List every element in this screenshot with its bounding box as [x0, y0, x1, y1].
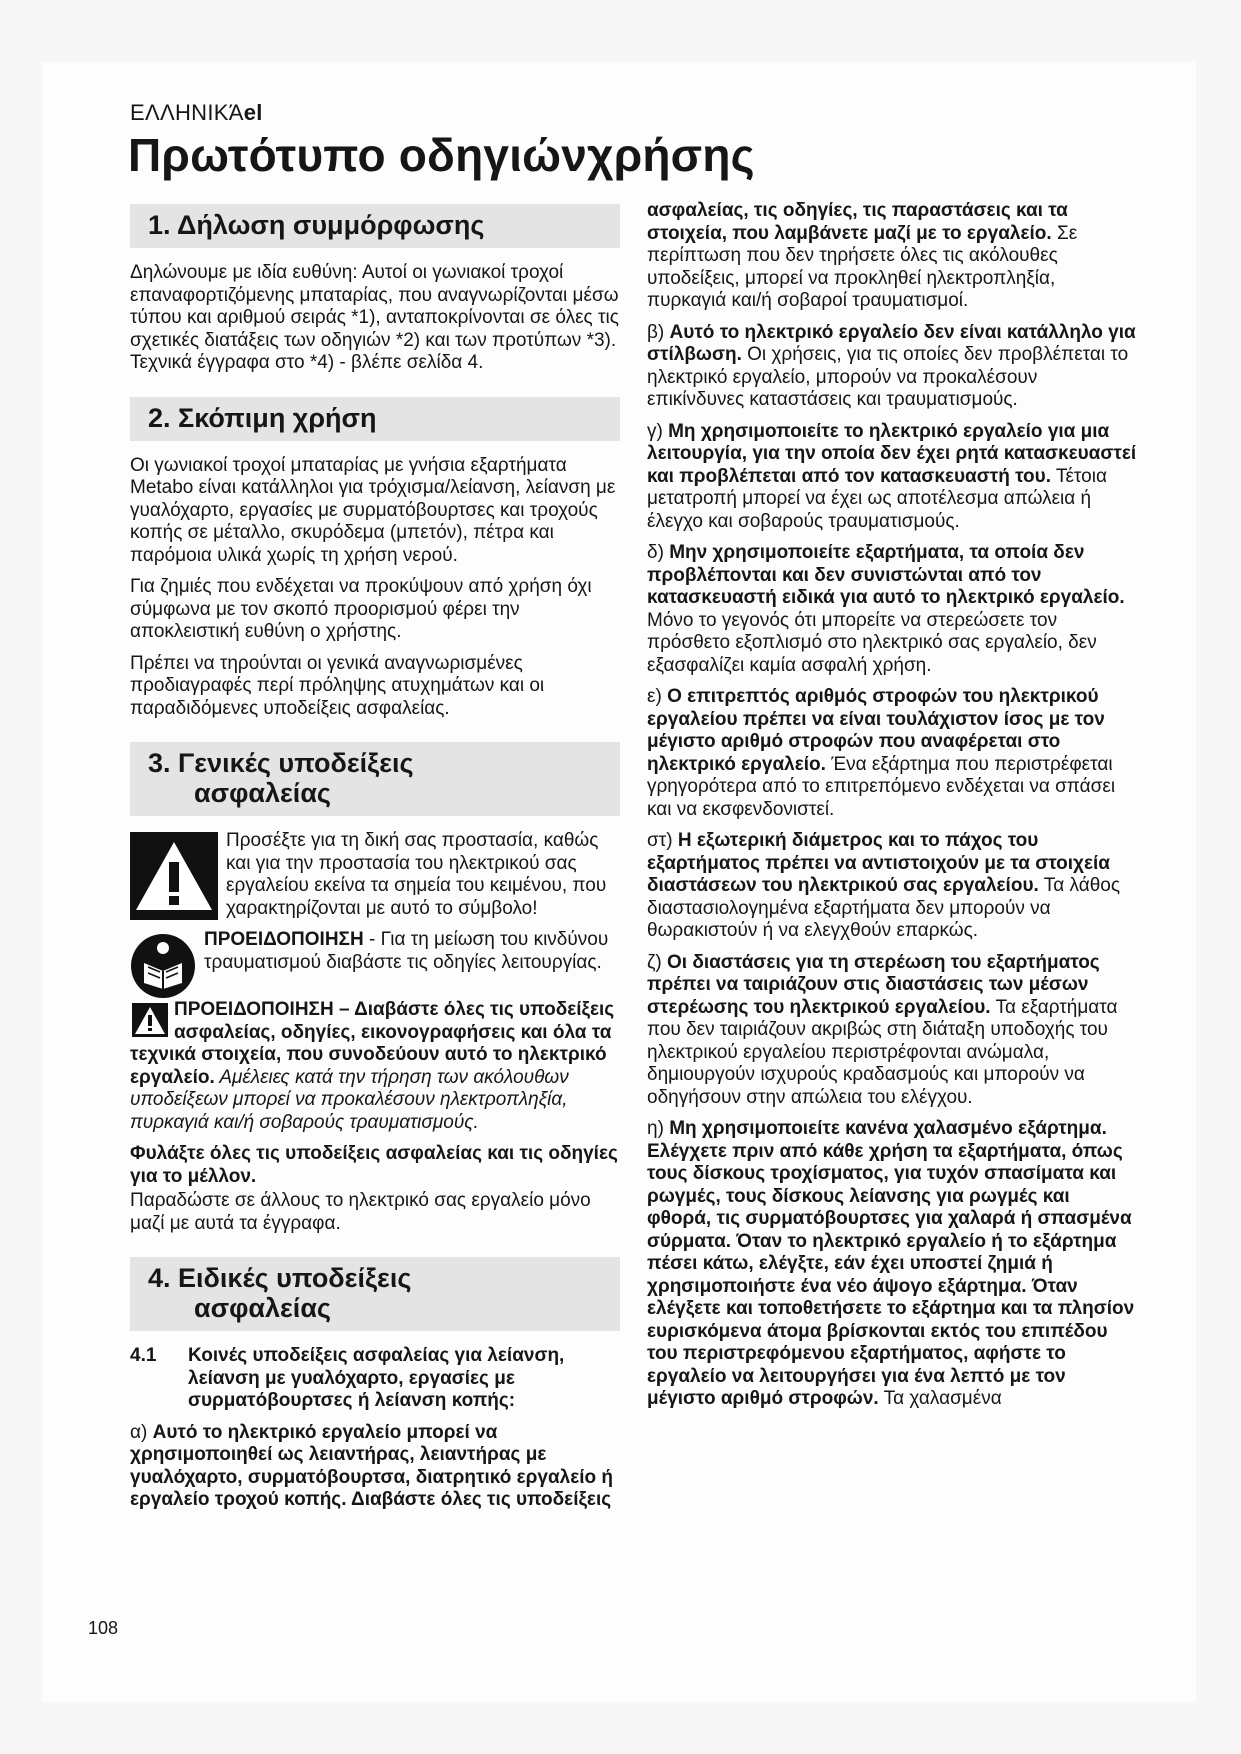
warning-read-all-block — [130, 999, 620, 1134]
document-title: Πρωτότυπο οδηγιώνχρήσης — [128, 129, 755, 181]
warning-read-manual-block — [130, 929, 620, 974]
page-number: 108 — [88, 1618, 119, 1638]
subsection-4-1-heading: 4.1 Κοινές υποδείξεις ασφαλείας για λείανση, λείανση με γυαλόχαρτο, εργασίες με συρματόβουρτσες ή λείανση κοπής: — [130, 1345, 565, 1411]
section-3-heading: 3. Γενικές υποδείξεις ασφαλείας — [130, 742, 620, 816]
item-g-text: ζ) Οι διαστάσεις για τη στερέωση του εξαρτήματος πρέπει να ταιριάζουν στις διαστάσεις των μέσων στερέωσης του ηλεκτρικού εργαλείου. Τα εξαρτήματα που δεν ταιριάζουν ακριβώς στη διάταξη υποδοχής του ηλεκτρικού εργαλείου περιστρέφονται ανώμαλα, δημιουργούν ισχυρούς κραδασμούς και μπορούν να οδηγήσουν στην απώλεια του ελέγχου. — [647, 951, 1118, 1108]
section-4-heading: 4. Ειδικές υποδείξεις ασφαλείας — [130, 1257, 620, 1331]
small-warning-icon — [132, 1003, 168, 1037]
section-2-paragraph-2: Για ζημιές που ενδέχεται να προκύψουν από χρήση όχι σύμφωνα με τον σκοπό προορισμού φέρει την αποκλειστική ευθύνη ο χρήστης. — [130, 576, 592, 642]
attention-text: Προσέξτε για τη δική σας προστασία, καθώς και για την προστασία του ηλεκτρικού σας εργαλείου εκείνα τα σημεία του κειμένου, που χαρακτηρίζονται με αυτό το σύμβολο! — [226, 830, 607, 919]
section-1-text: Δηλώνουμε με ιδία ευθύνη: Αυτοί οι γωνιακοί τροχοί επαναφορτιζόμενης μπαταρίας, που αναγνωρίζονται μέσω τύπου και αριθμού σειράς *1), ανταποκρίνονται σε όλες τις σχετικές διατάξεις των οδηγιών *2) και των προτύπων *3). Τεχνικά έγγραφα στο *4) - βλέπε σελίδα 4. — [130, 262, 619, 373]
section-2-paragraph-3: Πρέπει να τηρούνται οι γενικά αναγνωρισμένες προδιαγραφές περί πρόληψης ατυχημάτων και οι παραδιδόμενες υποδείξεις ασφαλείας. — [130, 652, 545, 719]
warning-read-all-text: ΠΡΟΕΙΔΟΠΟΙΗΣΗ – Διαβάστε όλες τις υποδείξεις ασφαλείας, οδηγίες, εικονογραφήσεις και όλα τα τεχνικά στοιχεία, που συνοδεύουν αυτό το ηλεκτρικό εργαλείο. Αμέλειες κατά την τήρηση των ακόλουθων υποδείξεων μπορεί να προκαλέσουν ηλεκτροπληξία, πυρκαγιά και/ή σοβαρούς τραυματισμούς. — [130, 999, 615, 1133]
section-2-heading: 2. Σκόπιμη χρήση — [130, 397, 620, 441]
item-f-text: στ) Η εξωτερική διάμετρος και το πάχος του εξαρτήματος πρέπει να αντιστοιχούν με τα στοιχεία διαστάσεων του ηλεκτρικού σας εργαλείου. Τα λάθος διαστασιολογημένα εξαρτήματα δεν μπορούν να θωρακιστούν ή να ελεγχθούν επαρκώς. — [647, 830, 1121, 941]
item-c-text: γ) Μη χρησιμοποιείτε το ηλεκτρικό εργαλείο για μια λειτουργία, για την οποία δεν έχει ρητά κατασκευαστεί και προβλέπεται από τον κατασκευαστή του. Τέτοια μετατροπή μπορεί να έχει ως αποτέλεσμα απώλεια ή έλεγχο και σοβαρούς τραυματισμούς. — [647, 420, 1137, 532]
section-2-paragraph-1: Οι γωνιακοί τροχοί μπαταρίας με γνήσια εξαρτήματα Metabo είναι κατάλληλοι για τρόχισμα/λείανση, λείανση με γυαλόχαρτο, εργασίες με συρματόβουρτσες και τροχούς κοπής σε μέταλλο, σκυρόδεμα (μπετόν), πέτρα και παρόμοια υλικά χωρίς τη χρήση νερού. — [130, 454, 616, 566]
item-h-text: η) Μη χρησιμοποιείτε κανένα χαλασμένο εξάρτημα. Ελέγχετε πριν από κάθε χρήση τα εξαρτήματα, όπως τους δίσκους τροχίσματος, για τυχόν σπασίματα και ρωγμές, τους δίσκους λείανσης για ρωγμές και φθορά, τις συρματόβουρτσες για χαλαρά ή σπασμένα σύρματα. Όταν το ηλεκτρικό εργαλείο ή το εξάρτημα πέσει κάτω, ελέγξτε, εάν έχει υποστεί ζημιά ή χρησιμοποιήστε ένα νέο άψογο εξάρτημα. Όταν ελέγξετε και τοποθετήσετε το εξάρτημα και τα πλησίον ευρισκόμενα άτομα βρίσκονται εκτός του επιπέδου του περιστρεφόμενου εξαρτήματος, αφήστε το εργαλείο να λειτουργήσει για ένα λεπτό με τον μέγιστο αριθμό στροφών. Τα χαλασμένα — [647, 1118, 1135, 1409]
item-a-continued: ασφαλείας, τις οδηγίες, τις παραστάσεις και τα στοιχεία, που λαμβάνετε μαζί με το εργαλείο. Σε περίπτωση που δεν τηρήσετε όλες τις ακόλουθες υποδείξεις, μπορεί να προκληθεί ηλεκτροπληξία, πυρκαγιά και/ή σοβαροί τραυματισμοί. — [647, 200, 1078, 311]
left-column — [130, 204, 620, 1521]
item-e-text: ε) Ο επιτρεπτός αριθμός στροφών του ηλεκτρικού εργαλείου πρέπει να είναι τουλάχιστον ίσος με τον μέγιστο αριθμό στροφών που αναφέρεται στο ηλεκτρικό εργαλείο. Ένα εξάρτημα που περιστρέφεται γρηγορότερα από το επιτρεπόμενο ενδέχεται να σπάσει και να εκσφενδονιστεί. — [647, 686, 1116, 820]
keep-instructions-text: Φυλάξτε όλες τις υποδείξεις ασφαλείας και τις οδηγίες για το μέλλον. — [130, 1143, 618, 1187]
pass-on-text: Παραδώστε σε άλλους το ηλεκτρικό σας εργαλείο μόνο μαζί με αυτά τα έγγραφα. — [130, 1190, 591, 1234]
language-header: ΕΛΛΗΝΙΚΆel — [130, 100, 263, 125]
warning-triangle-icon — [130, 832, 218, 920]
attention-block — [130, 830, 620, 920]
item-a-text: α) Αυτό το ηλεκτρικό εργαλείο μπορεί να χρησιμοποιηθεί ως λειαντήρας, λειαντήρας με γυαλόχαρτο, συρματόβουρτσα, διατρητικό εργαλείο ή εργαλείο τροχού κοπής. Διαβάστε όλες τις υποδείξεις — [130, 1421, 614, 1510]
warning-read-manual-text: ΠΡΟΕΙΔΟΠΟΙΗΣΗ - Για τη μείωση του κινδύνου τραυματισμού διαβάστε τις οδηγίες λειτουργίας. — [204, 929, 609, 973]
item-b-text: β) Αυτό το ηλεκτρικό εργαλείο δεν είναι κατάλληλο για στίλβωση. Οι χρήσεις, για τις οποίες δεν προβλέπεται το ηλεκτρικό εργαλείο, μπορούν να προκαλέσουν επικίνδυνες καταστάσεις και τραυματισμούς. — [647, 321, 1136, 410]
item-d-text: δ) Μην χρησιμοποιείτε εξαρτήματα, τα οποία δεν προβλέπονται και δεν συνιστώνται από τον κατασκευαστή ειδικά για αυτό το ηλεκτρικό εργαλείο. Μόνο το γεγονός ότι μπορείτε να στερεώσετε τον πρόσθετο εξοπλισμό στο ηλεκτρικό σας εργαλείο, δεν εξασφαλίζει καμία ασφαλή χρήση. — [647, 542, 1125, 676]
section-1-heading: 1. Δήλωση συμμόρφωσης — [130, 204, 620, 248]
read-manual-icon — [130, 933, 196, 999]
right-column — [647, 200, 1137, 1420]
